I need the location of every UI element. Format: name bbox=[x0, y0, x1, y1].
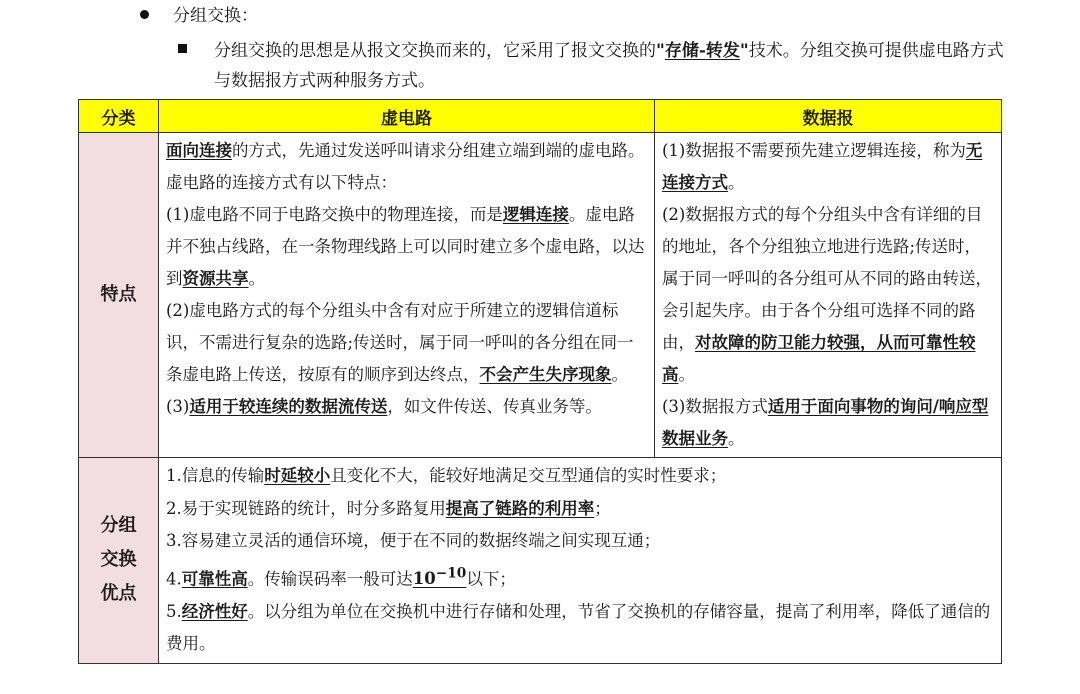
row-label-features: 特点 bbox=[79, 133, 159, 458]
adv-text: 以下； bbox=[466, 569, 516, 588]
vc-text: 。虚电路并不独占线路，在一条物理线路上可以同时建立多个虚电路，以达到 bbox=[166, 205, 645, 288]
error-rate-base: 10 bbox=[412, 569, 436, 588]
row-label-line: 交换 bbox=[100, 549, 137, 571]
adv-text: 。以分组为单位在交换机中进行存储和处理，节省了交换机的存储容量，提高了利用率，降低了通信的费用。 bbox=[166, 601, 991, 653]
vc-paragraph-2 bbox=[166, 199, 646, 295]
intro-quote-open: " bbox=[656, 41, 665, 61]
adv-error-rate bbox=[412, 565, 467, 588]
list-item: 3.容易建立灵活的通信环境，便于在不同的数据终端之间实现互通； bbox=[166, 531, 661, 550]
vc-text: (1)虚电路不同于电路交换中的物理连接，而是 bbox=[166, 205, 503, 224]
dg-text: 。 bbox=[728, 429, 745, 448]
adv-emph-low-delay: 时延较小 bbox=[264, 466, 331, 485]
vc-emph-resource-sharing: 资源共享 bbox=[182, 269, 249, 288]
adv-emph-link-utilization: 提高了链路的利用率 bbox=[445, 498, 595, 518]
vc-emph-no-disorder: 不会产生失序现象 bbox=[479, 365, 612, 384]
intro-emphasis: 存储-转发 bbox=[664, 41, 740, 61]
dg-text: (3)数据报方式 bbox=[662, 397, 768, 416]
list-item bbox=[166, 460, 994, 493]
list-item bbox=[166, 493, 994, 526]
row-label-line: 优点 bbox=[100, 583, 137, 605]
table-row-features bbox=[79, 133, 1002, 458]
vc-text: (2)虚电路方式的每个分组头中含有对应于所建立的逻辑信道标识，不需进行复杂的选路;传送时，属于同一呼叫的各分组在同一条虚电路上传送，按原有的顺序到达终点， bbox=[166, 301, 634, 384]
row-label-line: 分组 bbox=[100, 515, 137, 537]
error-rate-exponent: −10 bbox=[435, 565, 467, 582]
vc-emph-continuous-stream: 适用于较连续的数据流传送 bbox=[189, 397, 388, 416]
intro-pre: 分组交换的思想是从报文交换而来的，它采用了报文交换的 bbox=[214, 41, 656, 61]
header-category: 分类 bbox=[79, 100, 159, 133]
datagram-features bbox=[655, 133, 1002, 458]
dg-paragraph-3 bbox=[662, 391, 993, 455]
advantages-list bbox=[159, 458, 1002, 664]
adv-emph-reliability: 可靠性高 bbox=[181, 569, 248, 588]
vc-emph-connection-oriented: 面向连接 bbox=[166, 141, 232, 160]
dg-text: (1)数据报不需要预先建立逻辑连接，称为 bbox=[662, 141, 966, 160]
intro-paragraph bbox=[178, 36, 1008, 96]
list-item bbox=[166, 596, 994, 661]
adv-text: ； bbox=[594, 498, 611, 518]
dg-emph-reliability: 对故障的防卫能力较强，从而可靠性较高 bbox=[662, 333, 976, 384]
adv-text: 且变化不大，能较好地满足交互型通信的实时性要求； bbox=[330, 466, 727, 485]
vc-paragraph-3 bbox=[166, 295, 646, 391]
vc-paragraph-4 bbox=[166, 391, 646, 423]
vc-text: (3) bbox=[166, 397, 190, 416]
adv-text: 2.易于实现链路的统计，时分多路复用 bbox=[166, 498, 446, 518]
bullet-square-icon bbox=[178, 44, 187, 53]
adv-text: 5. bbox=[166, 601, 182, 621]
table-header-row bbox=[79, 100, 1002, 133]
intro-post: 技术。分组交换可提供虚电路方式与数据报方式两种服务方式。 bbox=[214, 41, 1004, 91]
dg-paragraph-1 bbox=[662, 135, 993, 199]
heading-text: 分组交换： bbox=[173, 6, 258, 26]
virtual-circuit-features bbox=[159, 133, 655, 458]
dg-paragraph-2 bbox=[662, 199, 993, 391]
table-row-advantages bbox=[79, 458, 1002, 664]
bullet-dot-icon bbox=[140, 10, 149, 19]
adv-text: 。传输误码率一般可达 bbox=[247, 569, 413, 588]
dg-emph-transaction: 适用于面向事物的询问/响应型数据业务 bbox=[662, 397, 989, 448]
dg-emph-connectionless: 无连接方式 bbox=[662, 141, 983, 192]
adv-text: 4. bbox=[166, 569, 182, 588]
vc-emph-logical-connection: 逻辑连接 bbox=[502, 205, 569, 224]
adv-emph-economy: 经济性好 bbox=[181, 601, 248, 621]
vc-text: ，如文件传送、传真业务等。 bbox=[387, 397, 602, 416]
comparison-table bbox=[78, 99, 1002, 664]
list-item bbox=[166, 558, 994, 596]
intro-text bbox=[214, 36, 1008, 96]
dg-text: (2)数据报方式的每个分组头中含有详细的目的地址，各个分组独立地进行选路;传送时，属于同一呼叫的各分组可从不同的路由转送，会引起失序。由于各个分组可选择不同的路由， bbox=[662, 205, 992, 352]
header-virtual-circuit: 虚电路 bbox=[159, 100, 655, 133]
dg-text: 。 bbox=[728, 173, 745, 192]
vc-paragraph-1 bbox=[166, 135, 646, 199]
adv-text: 1.信息的传输 bbox=[166, 466, 265, 485]
row-label-advantages bbox=[79, 458, 159, 664]
vc-text: 。 bbox=[611, 365, 628, 384]
vc-text: 。 bbox=[248, 269, 265, 288]
header-datagram: 数据报 bbox=[655, 100, 1002, 133]
dg-text: 。 bbox=[678, 365, 695, 384]
vc-text: 的方式，先通过发送呼叫请求分组建立端到端的虚电路。虚电路的连接方式有以下特点： bbox=[166, 141, 645, 192]
heading-line bbox=[140, 4, 258, 28]
intro-quote-close: " bbox=[739, 41, 749, 61]
